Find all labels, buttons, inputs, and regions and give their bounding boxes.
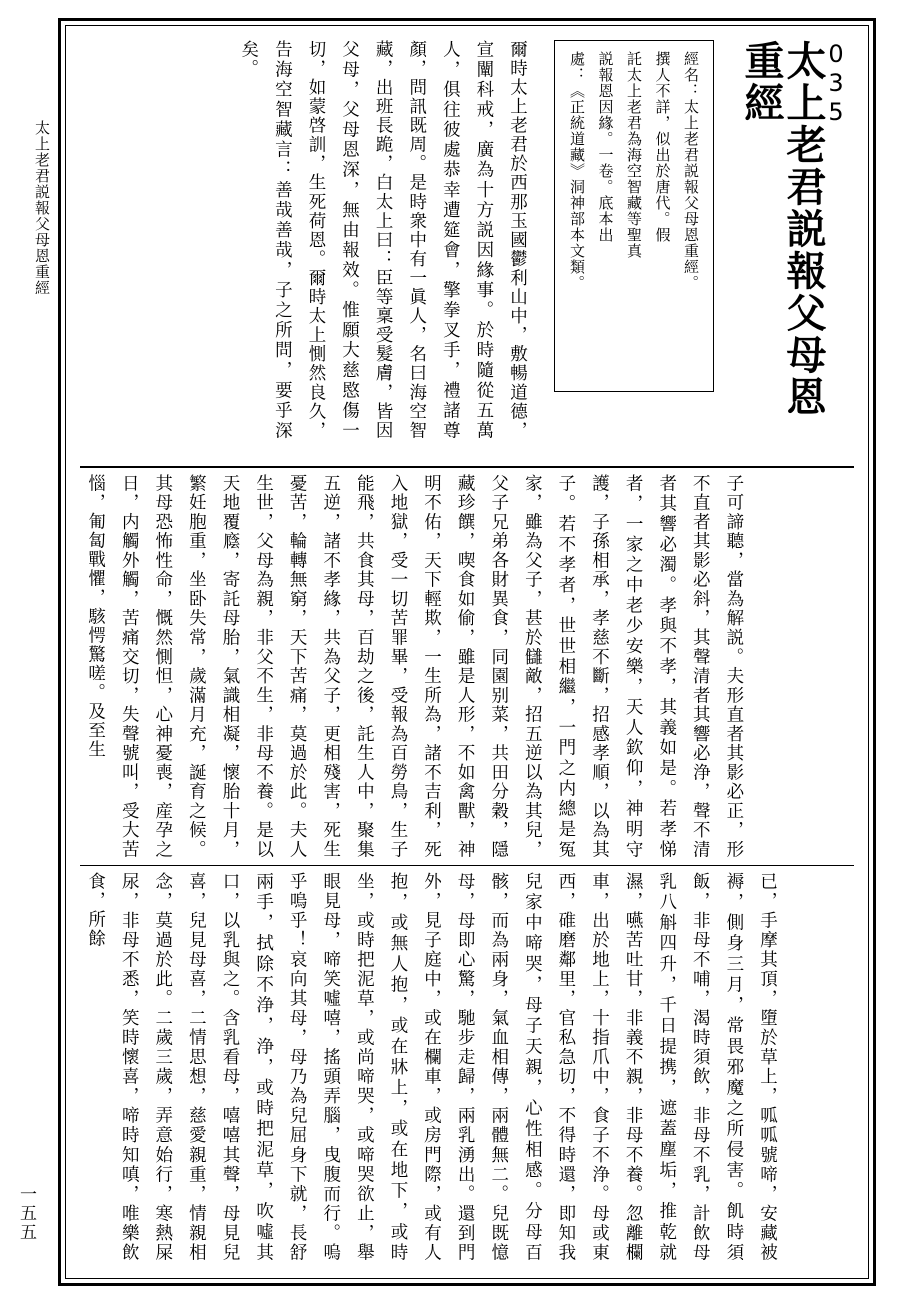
section-divider (80, 466, 854, 468)
body-lower-text: 已，手摩其頂，墮於草上，呱呱號啼，安藏被褥，側身三月，常畏邪魔之所侵害。飢時須飯，非母不哺，渴時須飲，非母不乳，計飲母乳八斛四升，千日提携，遮蓋塵垢，推乾就濕，嚥苦吐甘，非義不親，非母不養。忽離欄車，出於地上，十指爪中，食子不浄。母或東西，碓磨鄰里，官私急切，不得時還，即知我兒家中啼哭，母子天親，心性相感。分母百骸，而為兩身，氣血相傳，兩體無二。兒既憶母，母即心驚，馳步走歸，兩乳湧出。還到門外，見子庭中，或在欄車，或房門際，或有人抱，或無人抱，或在牀上，或在地下，或時坐，或時把泥草，或尚啼哭，或啼哭欲止，舉眼見母，啼笑噓嘻，搖頭弄腦，曳腹而行。嗚乎嗚乎！哀向其母，母乃為兒屈身下就，長舒兩手，拭除不浄，浄，或時把泥草，吹噓其口，以乳與之。含乳看母，嘻嘻其聲，母見兒喜，兒見母喜，二情思想，慈愛親重，情親相念，莫過於此。二歲三歲，弄意始行，寒熱屎尿，非母不悉，笑時懷喜，啼時知嗔，唯樂飲食，所餘 (85, 872, 778, 1262)
preface-box (554, 40, 715, 392)
section-divider (80, 865, 854, 866)
preface-line: 説報恩因緣。一卷。底本出 (596, 51, 615, 243)
document-title: 太上老君説報父母恩重經 (738, 40, 827, 418)
body-upper-text: 子可諦聽，當為解説。夫形直者其影必正，形不直者其影必斜，其聲清者其響必浄，聲不清者其響必濁。孝與不孝，其義如是。若孝悌者，一家之中老少安樂，天人欽仰，神明守護，子孫相承，孝慈不斷，招感孝順，以為其子。若不孝者，世世相繼，一門之内總是冤家，雖為父子，甚於讎敵，招五逆以為其兒，父子兄弟各財異食，同園别菜，共田分穀，隱藏珍饌，喫食如偷，雖是人形，不如禽獸，神明不佑，天下輕欺，一生所為，諸不吉利，死入地獄，受一切苦罪畢，受報為百勞鳥，生子能飛，共食其母，百劫之後，託生人中，聚集五逆，諸不孝緣，共為父子，更相殘害，死生憂苦，輪轉無窮，天下苦痛，莫過於此。夫人生世，父母為親，非父不生，非母不養。是以天地覆廕，寄託母胎，氣識相凝，懷胎十月，繁妊胞重，坐卧失常，歲滿月充，誕育之候。其母恐怖性命，慨然惻怛，心神憂喪，産孕之日，内觸外觸，苦痛交切，失聲號叫，受大苦惱，匍匐戰懼，駭愕驚嗟。及至生 (85, 474, 744, 859)
intro-text: 爾時太上老君於西那玉國鬱利山中，敷暢道德，宣闡科戒，廣為十方説因緣事。於時隨從五萬人，俱往彼處恭幸遭筵會，擎拳叉手，禮諸尊顏，問訊既周。是時衆中有一眞人，名曰海空智藏，出班長跪，白太上曰：臣等稟受髮膚，皆因父母，父母恩深，無由報效。惟願大慈愍傷一切，如蒙啓訓，生死荷恩。爾時太上惻然良久，告海空智藏言：善哉善哉，子之所問，要乎深矣。 (238, 40, 528, 440)
preface-line: 託太上老君為海空智藏等聖真 (625, 51, 643, 259)
title-column (740, 40, 848, 440)
page-number: 一五五 (16, 1185, 36, 1242)
page-content (66, 26, 868, 1278)
document-number: 035 (822, 40, 850, 127)
body-lower-block (78, 872, 856, 1262)
header-block (78, 40, 856, 460)
side-running-title: 太上老君説報父母恩重經 (33, 120, 51, 296)
body-upper-block (78, 474, 856, 859)
preface-line: 撰人不詳，似出於唐代。假 (653, 51, 672, 243)
preface-line: 經名：太上老君説報父母恩重經。 (682, 51, 700, 291)
preface-line: 處：《正統道藏》洞神部本文類。 (568, 51, 586, 291)
